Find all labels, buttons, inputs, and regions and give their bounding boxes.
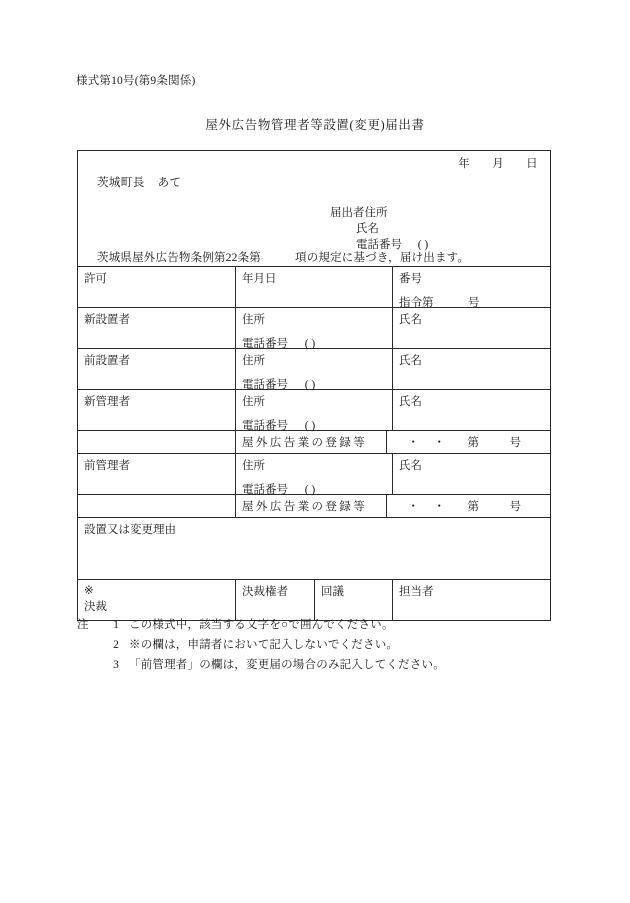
date-year-label: 年 [458,158,471,170]
previous-manager-registration-label: 屋外広告業の登録等 [236,495,387,517]
row-label-permit: 許可 [78,267,236,307]
previous-manager-name-label: 氏名 [399,460,422,472]
applicant-name-label: 氏名 [356,223,379,235]
previous-manager-name-cell [393,454,550,494]
date-day-label: 日 [526,158,538,170]
previous-installer-phone-label: 電話番号 [242,379,288,391]
row-label-new-manager: 新管理者 [78,390,236,430]
table-row-new-manager [78,390,550,431]
table-row-previous-manager [78,454,550,495]
date-line [458,155,538,171]
note-item [77,615,577,635]
note-number: 2 [113,639,119,651]
note-text: この様式中，該当する文字を○で囲んでください。 [129,619,394,631]
decision-label-cell [78,580,236,620]
form-header-block [78,151,550,267]
decision-row [78,580,550,620]
previous-installer-contact-cell [236,349,393,389]
permit-number-label: 番号 [399,273,422,285]
note-item [77,655,577,675]
registration-gou-new: 号 [509,437,522,449]
previous-installer-name-label: 氏名 [399,355,422,367]
registration-gou-prev: 号 [509,501,522,513]
date-month-label: 月 [492,158,505,170]
note-text: 「前管理者」の欄は，変更届の場合のみ記入してください。 [129,659,445,671]
table-row-new-installer [78,308,550,349]
new-manager-address-label: 住所 [242,396,265,408]
previous-manager-phone-paren: ( ) [304,484,316,496]
registration-dai-new: 第 [467,437,480,449]
new-installer-phone-paren: ( ) [304,338,316,350]
decision-approver-cell: 決裁権者 [236,580,315,620]
form-table [77,150,551,621]
registration-dai-prev: 第 [467,501,480,513]
table-row-permit [78,267,550,308]
registration-dot2-new: ・ [433,437,446,449]
page-title: 屋外広告物管理者等設置(変更)届出書 [205,118,425,132]
new-installer-contact-cell [236,308,393,348]
permit-number-cell [393,267,550,307]
previous-manager-registration-row [78,495,550,518]
table-row-previous-installer [78,349,550,390]
decision-person-in-charge-cell: 担当者 [399,586,434,598]
reason-cell [78,518,550,580]
new-manager-registration-value [387,431,550,453]
notes-block [77,615,577,675]
applicant-address-label: 届出者住所 [330,207,388,219]
previous-installer-phone-paren: ( ) [304,379,316,391]
decision-label: 決裁 [84,601,107,613]
new-installer-name-label: 氏名 [399,314,422,326]
new-manager-name-label: 氏名 [399,396,422,408]
legal-basis-line [97,249,469,265]
row-label-previous-manager: 前管理者 [78,454,236,494]
new-manager-phone-label: 電話番号 [242,420,288,432]
previous-manager-contact-cell [236,454,393,494]
registration-dot1-prev: ・ [407,501,420,513]
note-number: 1 [113,619,119,631]
reason-label: 設置又は変更理由 [84,524,176,536]
addressee-line [97,174,181,190]
new-manager-registration-row [78,431,550,454]
new-installer-phone-label: 電話番号 [242,338,288,350]
notes-head-spacer [77,655,103,675]
addressee-label: 茨城町長 [97,177,145,189]
permit-date-label: 年月日 [242,273,277,285]
registration-dot1-new: ・ [407,437,420,449]
previous-manager-address-label: 住所 [242,460,265,472]
applicant-phone-paren: ( ) [417,239,429,251]
row-label-new-installer: 新設置者 [78,308,236,348]
permit-date-cell [236,267,393,307]
new-installer-address-label: 住所 [242,314,265,326]
applicant-phone-label: 電話番号 [356,239,402,251]
decision-circulation-cell: 回議 [315,580,393,620]
notes-head-label: 注 [77,619,89,631]
note-text: ※の欄は，申請者において記入しないでください。 [129,639,399,651]
new-manager-phone-paren: ( ) [304,420,316,432]
legal-basis-prefix: 茨城県屋外広告物条例第22条第 [97,252,261,264]
previous-manager-phone-label: 電話番号 [242,484,288,496]
registration-row-spacer-prev [78,495,236,517]
applicant-block [330,205,444,253]
new-manager-registration-label: 屋外広告業の登録等 [236,431,387,453]
previous-installer-address-label: 住所 [242,355,265,367]
previous-manager-registration-value [387,495,550,517]
legal-basis-suffix: 項の規定に基づき，届け出ます。 [295,252,470,264]
permit-order-number-label: 指令第 号 [399,297,480,309]
registration-dot2-prev: ・ [433,501,446,513]
decision-mark: ※ [84,585,94,597]
addressee-suffix-label: あて [157,177,182,189]
note-item [77,635,577,655]
form-number: 様式第10号(第9条関係) [76,75,196,87]
new-installer-name-cell [393,308,550,348]
note-number: 3 [113,659,119,671]
registration-row-spacer-new [78,431,236,453]
new-manager-contact-cell [236,390,393,430]
new-manager-name-cell [393,390,550,430]
notes-head-spacer [77,635,103,655]
previous-installer-name-cell [393,349,550,389]
row-label-previous-installer: 前設置者 [78,349,236,389]
